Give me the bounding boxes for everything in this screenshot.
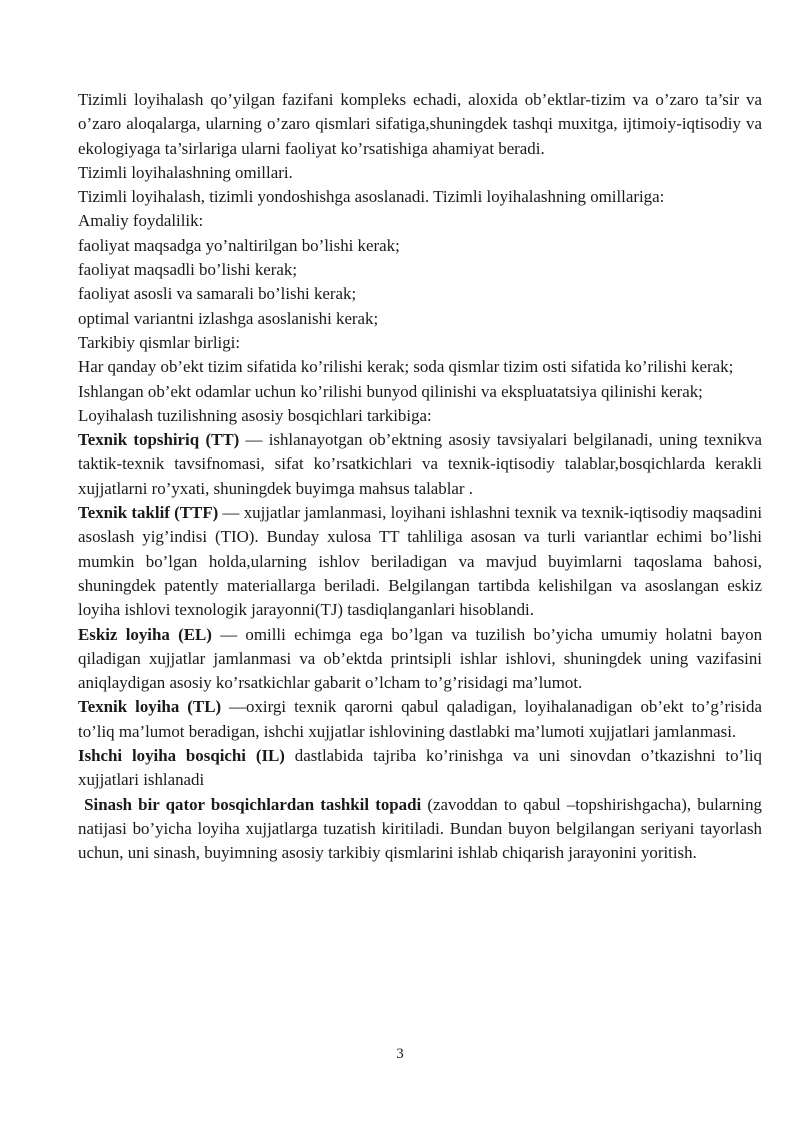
term-technical-proposal: Texnik taklif (TTF) <box>78 503 219 523</box>
paragraph-testing <box>78 793 762 866</box>
list-item: faoliyat asosli va samarali bo’lishi kerak; <box>78 284 357 304</box>
paragraph-working-design <box>78 744 762 793</box>
term-technical-assignment: Texnik topshiriq (TT) <box>78 430 240 450</box>
list-item: optimal variantni izlashga asoslanishi kerak; <box>78 308 379 328</box>
definition-text: — omilli echimga ega bo’lgan va tuzilish bo’yicha umumiy holatni bayon qiladigan xujjatlar jamlanmasi va ob’ektda printsipli ishlar ishlovi, shuningdek uning vazifasini aniqlaydigan asosiy ko’rsatkichlar gabarit o’lcham to’g’risidagi ma’lumot. <box>78 624 763 693</box>
term-draft-design: Eskiz loyiha (EL) <box>78 624 212 644</box>
paragraph-unity-people: Ishlangan ob’ekt odamlar uchun ko’rilishi bunyod qilinishi va ekspluatatsiya qilinishi kerak; <box>78 381 703 401</box>
paragraph-draft-design <box>78 623 762 696</box>
definition-text: dastlabida tajriba ko’rinishga va uni sinovdan o’tkazishni to’liq xujjatlari ishlanadi <box>78 746 763 790</box>
paragraph-unity-heading: Tarkibiy qismlar birligi: <box>78 332 241 352</box>
paragraph-technical-assignment <box>78 428 762 501</box>
definition-text: — ishlanayotgan ob’ektning asosiy tavsiyalari belgilanadi, uning texnikva taktik-texnik tavsifnomasi, sifat ko’rsatkichlari va texnik-iqtisodiy talablar,bosqichlarda kerakli xujjatlarni ro’yxati, shuningdek buyimga mahsus talablar . <box>78 430 762 498</box>
paragraph-technical-proposal <box>78 501 762 622</box>
document-body <box>78 88 762 866</box>
paragraph-stages-intro: Loyihalash tuzilishning asosiy bosqichlari tarkibiga: <box>78 405 432 425</box>
definition-text: —oxirgi texnik qarorni qabul qaladigan, loyihalanadigan ob’ekt to’g’risida to’liq ma’lumot beradigan, ishchi xujjatlar ishlovining dastlabki ma’lumoti xujjatlari jamlanmasi. <box>78 697 763 741</box>
term-testing: Sinash bir qator bosqichlardan tashkil topadi <box>78 794 422 814</box>
paragraph-intro: Tizimli loyihalash qo’yilgan fazifani kompleks echadi, aloxida ob’ektlar-tizim va o’zaro ta’sir va o’zaro aloqalarga, ularning o’zaro qismlari sifatiga,shuningdek tashqi muxitga, ijtimoiy-iqtisodiy va ekologiyaga ta’sirlariga ularni faoliyat ko’rsatishiga ahamiyat beradi. <box>78 90 762 158</box>
list-item: faoliyat maqsadga yo’naltirilgan bo’lishi kerak; <box>78 235 400 255</box>
term-technical-design: Texnik loyiha (TL) <box>78 697 222 717</box>
paragraph-technical-design <box>78 695 762 744</box>
paragraph-unity-object: Har qanday ob’ekt tizim sifatida ko’rilishi kerak; soda qismlar tizim osti sifatida ko’rilishi kerak; <box>78 357 734 377</box>
term-working-design: Ishchi loyiha bosqichi (IL) <box>78 746 285 766</box>
paragraph-factors-heading: Tizimli loyihalashning omillari. <box>78 162 293 182</box>
definition-text: (zavoddan to qabul –topshirishgacha), bularning natijasi bo’yicha loyiha xujjatlarga tuzatish kiritiladi. Bundan buyon belgilangan seriyani tayorlash uchun, uni sinash, buyimning asosiy tarkibiy qismlarini ishlab chiqarish jarayonini yoritish. <box>78 794 762 863</box>
paragraph-practical-utility: Amaliy foydalilik: <box>78 211 204 231</box>
page-number: 3 <box>396 1046 404 1062</box>
definition-text: — xujjatlar jamlanmasi, loyihani ishlashni texnik va texnik-iqtisodiy maqsadini asoslash yig’indisi (TIO). Bunday xulosa TT tahliliga asosan va turli variantlar echimi bo’lishi mumkin bo’lgan holda,ularning ishlov beriladigan va mavjud buyimlarni taqoslama bahosi, shuningdek patently materiallarga beriladi. Belgilangan tartibda kelishilgan va asoslangan eskiz loyiha ishlovi texnologik jarayonni(TJ) tasdiqlanganlari hisoblandi. <box>78 503 763 620</box>
list-item: faoliyat maqsadli bo’lishi kerak; <box>78 260 298 280</box>
paragraph-factors-intro: Tizimli loyihalash, tizimli yondoshishga asoslanadi. Tizimli loyihalashning omillariga: <box>78 187 665 207</box>
